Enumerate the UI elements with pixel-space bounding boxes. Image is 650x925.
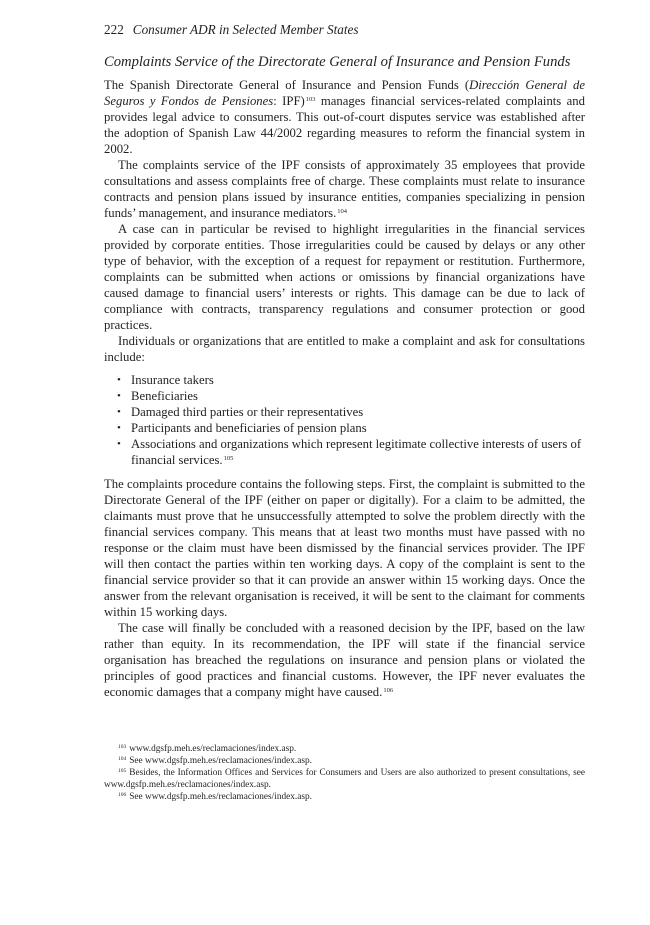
footnote-text: Besides, the Information Offices and Services for Consumers and Users are also authorized to present consultations, see www.dgsfp.meh.es/reclamaciones/index.asp. bbox=[104, 768, 585, 790]
paragraph-1-text-c: manages financial services-related complaints and provides legal advice to consumers. This out-of-court disputes service was established after the adoption of Spanish Law 44/2002 regarding measures to reform the financial system in 2002. bbox=[104, 94, 585, 156]
paragraph-4: Individuals or organizations that are entitled to make a complaint and ask for consultations include: bbox=[104, 334, 585, 364]
footnote-text: www.dgsfp.meh.es/reclamaciones/index.asp. bbox=[129, 744, 297, 754]
paragraph-6-text: The case will finally be concluded with a reasoned decision by the IPF, based on the law rather than equity. In its recommendation, the IPF will state if the financial service organisation has breached the regulations on insurance and pension plans or violated the principles of good practices and financial customs. However, the IPF never evaluates the economic damages that a company might have caused. bbox=[104, 621, 585, 699]
footnote-104 bbox=[104, 755, 585, 767]
footnote-number: 105 bbox=[118, 768, 127, 774]
bullet-icon: • bbox=[117, 422, 121, 434]
footnote-ref-105[interactable]: 105 bbox=[223, 455, 234, 462]
paragraph-1 bbox=[104, 77, 585, 157]
footnote-text: See www.dgsfp.meh.es/reclamaciones/index.asp. bbox=[129, 756, 312, 766]
bullet-icon: • bbox=[117, 374, 121, 386]
paragraph-2 bbox=[104, 157, 585, 221]
list-item bbox=[104, 436, 585, 468]
footnote-number: 104 bbox=[118, 756, 127, 762]
list-item-text: Participants and beneficiaries of pension plans bbox=[131, 421, 367, 435]
list-item-text: Beneficiaries bbox=[131, 389, 198, 403]
footnote-106 bbox=[104, 791, 585, 803]
footnote-text: See www.dgsfp.meh.es/reclamaciones/index.asp. bbox=[129, 792, 312, 802]
paragraph-1-text-b: : IPF) bbox=[273, 94, 305, 108]
body-text bbox=[104, 77, 585, 700]
footnote-105 bbox=[104, 767, 585, 791]
list-item bbox=[104, 404, 585, 420]
paragraph-3: A case can in particular be revised to highlight irregularities in the financial services provided by corporate entities. Those irregularities could be caused by delays or any other type of behavior, with the exception of a request for repayment or restitution. Furthermore, complaints can be submitted when actions or omissions by financial organizations have caused damage to financial users’ interests or rights. This damage can be due to lack of compliance with contracts, transparency regulations and consumer protection or good practices. bbox=[104, 222, 585, 332]
running-head bbox=[104, 20, 585, 42]
bullet-icon: • bbox=[117, 438, 121, 450]
list-item-text: Insurance takers bbox=[131, 373, 214, 387]
footnote-ref-103[interactable]: 103 bbox=[305, 96, 316, 103]
running-title: Consumer ADR in Selected Member States bbox=[132, 22, 359, 37]
footnote-ref-104[interactable]: 104 bbox=[337, 208, 348, 215]
footnote-103 bbox=[104, 743, 585, 755]
paragraph-2-text: The complaints service of the IPF consists of approximately 35 employees that provide consultations and assess complaints free of charge. These complaints must relate to insurance contracts and pension plans issued by insurance entities, companies specializing in pension funds’ management, and insurance mediators. bbox=[104, 158, 585, 220]
paragraph-1-text-a: The Spanish Directorate General of Insurance and Pension Funds ( bbox=[104, 78, 470, 92]
paragraph-5: The complaints procedure contains the following steps. First, the complaint is submitted to the Directorate General of the IPF (either on paper or digitally). For a claim to be admitted, the claimants must prove that he unsuccessfully attempted to solve the problem directly with the financial services company. This means that at least two months must have passed with no response or the claim must have been dismissed by the financial services provider. The IPF will then contact the parties within ten working days. A copy of the complaint is sent to the financial service provider so that it can provide an answer within 15 working days. Once the answer from the relevant organisation is received, it will be sent to the claimant for comments within 15 working days. bbox=[104, 477, 585, 619]
page-body bbox=[104, 20, 585, 700]
section-heading: Complaints Service of the Directorate General of Insurance and Pension Funds bbox=[104, 54, 571, 70]
footnote-number: 103 bbox=[118, 744, 127, 750]
footnote-ref-106[interactable]: 106 bbox=[383, 687, 394, 694]
footnotes bbox=[104, 743, 585, 803]
eligible-parties-list bbox=[104, 372, 585, 468]
footnote-number: 106 bbox=[118, 792, 127, 798]
list-item-text: Associations and organizations which represent legitimate collective interests of users of financial services. bbox=[131, 437, 582, 467]
list-item bbox=[104, 388, 585, 404]
page-number: 222 bbox=[104, 22, 124, 37]
list-item-text: Damaged third parties or their representatives bbox=[131, 405, 364, 419]
spanish-agency-name: Dirección General de Seguros y Fondos de Pensiones bbox=[104, 78, 585, 108]
bullet-icon: • bbox=[117, 406, 121, 418]
bullet-icon: • bbox=[117, 390, 121, 402]
list-item bbox=[104, 372, 585, 388]
paragraph-6 bbox=[104, 620, 585, 700]
list-item bbox=[104, 420, 585, 436]
